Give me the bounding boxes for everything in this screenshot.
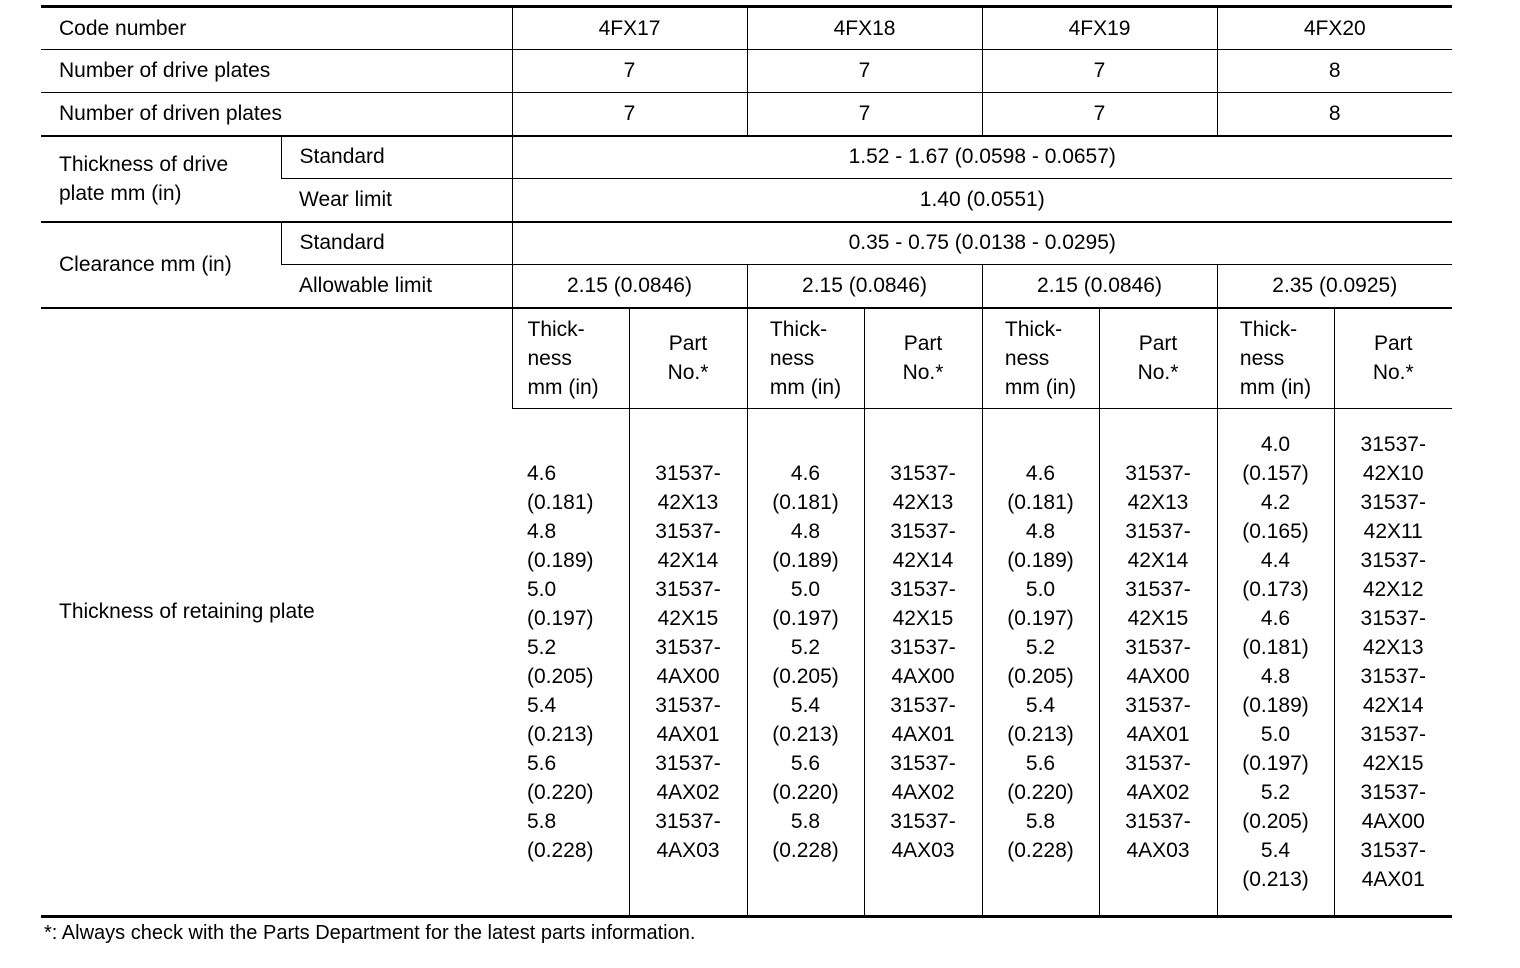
clearance-label: Clearance mm (in) — [41, 222, 281, 308]
thickness-header-line-stack — [748, 315, 864, 402]
part-number-stack — [865, 459, 982, 865]
part-number: 42X10 — [1362, 462, 1424, 485]
thickness-value: 4.8 — [1260, 665, 1291, 688]
part-number-stack — [1335, 430, 1453, 894]
part-number: 31537- — [1360, 549, 1426, 572]
allowable-limit-value: 2.15 (0.0846) — [512, 265, 747, 308]
driven-plates-row — [41, 93, 1452, 136]
thickness-value: 5.6 — [1025, 752, 1056, 775]
drive-plate-thickness-label-line2: plate mm (in) — [59, 181, 182, 205]
thickness-header-line: ness — [527, 346, 572, 370]
part-number-stack — [630, 459, 747, 865]
part-number: 31537- — [1125, 636, 1191, 659]
part-number-list — [629, 409, 747, 917]
thickness-header-line-stack — [983, 315, 1099, 402]
thickness-header — [512, 308, 629, 409]
part-number: 42X15 — [1362, 752, 1424, 775]
part-number: 31537- — [655, 636, 721, 659]
part-number: 42X14 — [1362, 694, 1424, 717]
thickness-value: 4.6 — [527, 462, 557, 485]
part-number: 42X12 — [1362, 578, 1424, 601]
thickness-value: (0.213) — [1007, 723, 1074, 746]
thickness-value: (0.213) — [772, 723, 839, 746]
thickness-list — [747, 409, 864, 917]
part-no-header — [1099, 308, 1217, 409]
thickness-value: (0.205) — [772, 665, 839, 688]
thickness-value: 4.6 — [1260, 607, 1291, 630]
part-header-line: Part — [1138, 332, 1178, 356]
part-number: 4AX00 — [1361, 810, 1425, 833]
thickness-value: (0.189) — [1007, 549, 1074, 572]
thickness-value: 5.0 — [790, 578, 821, 601]
thickness-value: (0.220) — [1007, 781, 1074, 804]
thickness-value: 4.8 — [1025, 520, 1056, 543]
drive-plate-thickness-label-line1: Thickness of drive — [59, 152, 229, 176]
thickness-value: 4.8 — [790, 520, 821, 543]
part-number: 31537- — [655, 520, 721, 543]
thickness-value: 5.4 — [527, 694, 557, 717]
code-4fx18: 4FX18 — [747, 7, 982, 50]
drive-plates-value: 7 — [747, 50, 982, 93]
thickness-value: (0.197) — [527, 607, 594, 630]
code-number-label: Code number — [41, 7, 512, 50]
thickness-value: (0.197) — [1007, 607, 1074, 630]
thickness-value: (0.189) — [527, 549, 594, 572]
part-number: 4AX01 — [1126, 723, 1190, 746]
thickness-value: 5.6 — [527, 752, 557, 775]
part-header-line-stack — [865, 329, 982, 387]
code-number-row — [41, 7, 1452, 50]
thickness-value-stack — [1218, 430, 1334, 894]
thickness-list — [982, 409, 1099, 917]
thickness-value: 5.2 — [527, 636, 557, 659]
thickness-header-line: Thick- — [1239, 317, 1298, 341]
part-number: 31537- — [1125, 752, 1191, 775]
thickness-value-stack — [983, 459, 1099, 865]
thickness-value: 5.8 — [527, 810, 557, 833]
drive-plates-row — [41, 50, 1452, 93]
part-number: 31537- — [890, 520, 956, 543]
thickness-value: (0.181) — [772, 491, 839, 514]
part-number: 4AX02 — [1126, 781, 1190, 804]
part-header-line-stack — [1335, 329, 1453, 387]
thickness-value: (0.205) — [527, 665, 594, 688]
part-number-list — [864, 409, 982, 917]
part-number: 42X13 — [892, 491, 954, 514]
drive-plate-standard-row — [41, 136, 1452, 179]
thickness-value: (0.220) — [527, 781, 594, 804]
footnote: *: Always check with the Parts Department for the latest parts information. — [44, 922, 696, 944]
thickness-value: 5.0 — [527, 578, 557, 601]
thickness-header — [747, 308, 864, 409]
driven-plates-value: 8 — [1217, 93, 1452, 136]
thickness-value: (0.228) — [1007, 839, 1074, 862]
part-number: 4AX01 — [656, 723, 720, 746]
thickness-header-line-stack — [513, 315, 629, 402]
thickness-value: 5.8 — [790, 810, 821, 833]
part-number: 4AX00 — [656, 665, 720, 688]
part-number: 4AX00 — [1126, 665, 1190, 688]
part-number: 31537- — [655, 694, 721, 717]
part-no-header — [1334, 308, 1452, 409]
part-number: 31537- — [1360, 839, 1426, 862]
drive-plate-thickness-label — [41, 136, 281, 222]
part-number: 4AX02 — [891, 781, 955, 804]
part-number: 31537- — [1360, 781, 1426, 804]
retaining-plate-label: Thickness of retaining plate — [41, 308, 512, 917]
wear-limit-label: Wear limit — [281, 179, 512, 222]
thickness-value: 5.6 — [790, 752, 821, 775]
allowable-limit-value: 2.35 (0.0925) — [1217, 265, 1452, 308]
thickness-value: (0.213) — [527, 723, 594, 746]
code-4fx19: 4FX19 — [982, 7, 1217, 50]
part-number-list — [1099, 409, 1217, 917]
thickness-header-line: Thick- — [527, 317, 585, 341]
thickness-value: 4.0 — [1260, 433, 1291, 456]
part-number: 31537- — [655, 578, 721, 601]
thickness-header-line: mm (in) — [1004, 375, 1077, 399]
part-number: 42X13 — [1362, 636, 1424, 659]
driven-plates-value: 7 — [512, 93, 747, 136]
retaining-plate-header-row — [41, 308, 1452, 409]
thickness-value: 5.0 — [1260, 723, 1291, 746]
part-number: 31537- — [890, 752, 956, 775]
thickness-header-line: ness — [769, 346, 815, 370]
part-number: 4AX00 — [891, 665, 955, 688]
thickness-value: 5.8 — [1025, 810, 1056, 833]
part-no-header — [864, 308, 982, 409]
drive-plates-label: Number of drive plates — [41, 50, 512, 93]
thickness-header-line-stack — [1218, 315, 1334, 402]
thickness-header-line: ness — [1239, 346, 1285, 370]
thickness-value: (0.157) — [1242, 462, 1309, 485]
part-header-line: Part — [903, 332, 943, 356]
driven-plates-value: 7 — [982, 93, 1217, 136]
part-header-line-stack — [1100, 329, 1217, 387]
thickness-value: (0.213) — [1242, 868, 1309, 891]
drive-plate-standard-label: Standard — [281, 136, 512, 179]
part-header-line: No.* — [902, 361, 944, 385]
part-number: 31537- — [1125, 520, 1191, 543]
thickness-value: (0.181) — [1007, 491, 1074, 514]
thickness-value: 4.6 — [790, 462, 821, 485]
thickness-value: 5.4 — [790, 694, 821, 717]
part-number: 4AX02 — [656, 781, 720, 804]
part-number: 42X13 — [657, 491, 719, 514]
part-number: 31537- — [890, 636, 956, 659]
part-number: 4AX03 — [656, 839, 720, 862]
thickness-value: (0.197) — [1242, 752, 1309, 775]
wear-limit-value: 1.40 (0.0551) — [512, 179, 1452, 222]
part-number: 31537- — [890, 462, 956, 485]
part-number: 42X11 — [1363, 520, 1423, 543]
code-4fx20: 4FX20 — [1217, 7, 1452, 50]
part-number: 31537- — [655, 462, 721, 485]
part-number: 31537- — [1125, 578, 1191, 601]
thickness-header — [1217, 308, 1334, 409]
part-number: 31537- — [655, 810, 721, 833]
part-number: 31537- — [1360, 491, 1426, 514]
thickness-value: 5.2 — [1025, 636, 1056, 659]
allowable-limit-value: 2.15 (0.0846) — [747, 265, 982, 308]
thickness-header-line: Thick- — [1004, 317, 1063, 341]
thickness-value: 4.8 — [527, 520, 557, 543]
part-number: 31537- — [1125, 462, 1191, 485]
part-header-line: No.* — [667, 361, 709, 385]
driven-plates-label: Number of driven plates — [41, 93, 512, 136]
thickness-header-line: mm (in) — [527, 375, 599, 399]
thickness-value: 5.4 — [1025, 694, 1056, 717]
code-4fx17: 4FX17 — [512, 7, 747, 50]
thickness-value: (0.197) — [772, 607, 839, 630]
part-number: 4AX01 — [1361, 868, 1425, 891]
thickness-list — [1217, 409, 1334, 917]
thickness-value: 4.6 — [1025, 462, 1056, 485]
thickness-value: 4.4 — [1260, 549, 1291, 572]
driven-plates-value: 7 — [747, 93, 982, 136]
thickness-value: (0.173) — [1242, 578, 1309, 601]
clearance-standard-value: 0.35 - 0.75 (0.0138 - 0.0295) — [512, 222, 1452, 265]
thickness-value: 5.4 — [1260, 839, 1291, 862]
thickness-value: (0.228) — [772, 839, 839, 862]
part-number: 31537- — [890, 694, 956, 717]
part-number-list — [1334, 409, 1452, 917]
thickness-list — [512, 409, 629, 917]
thickness-header — [982, 308, 1099, 409]
thickness-value: 4.2 — [1260, 491, 1291, 514]
allowable-limit-label: Allowable limit — [281, 265, 512, 308]
part-number: 42X14 — [657, 549, 719, 572]
thickness-value: (0.165) — [1242, 520, 1309, 543]
clearance-standard-row — [41, 222, 1452, 265]
thickness-value: 5.0 — [1025, 578, 1056, 601]
part-number: 31537- — [890, 578, 956, 601]
part-header-line: No.* — [1372, 361, 1414, 385]
part-number: 31537- — [1360, 665, 1426, 688]
drive-plates-value: 7 — [982, 50, 1217, 93]
part-header-line: Part — [1373, 332, 1413, 356]
clutch-spec-table — [41, 5, 1452, 918]
thickness-value-stack — [512, 459, 629, 865]
thickness-value: 5.2 — [790, 636, 821, 659]
thickness-value: 5.2 — [1260, 781, 1291, 804]
thickness-value: (0.205) — [1242, 810, 1309, 833]
part-number: 31537- — [890, 810, 956, 833]
thickness-value: (0.181) — [1242, 636, 1309, 659]
part-header-line: Part — [668, 332, 708, 356]
part-number: 31537- — [1360, 607, 1426, 630]
part-no-header — [629, 308, 747, 409]
part-number: 4AX03 — [1126, 839, 1190, 862]
drive-plates-value: 7 — [512, 50, 747, 93]
part-number: 42X14 — [892, 549, 954, 572]
part-number: 42X15 — [1127, 607, 1189, 630]
thickness-header-line: Thick- — [769, 317, 828, 341]
thickness-value: (0.228) — [527, 839, 594, 862]
part-number: 4AX03 — [891, 839, 955, 862]
part-number: 31537- — [1360, 433, 1426, 456]
thickness-header-line: ness — [1004, 346, 1050, 370]
clearance-standard-label: Standard — [281, 222, 512, 265]
thickness-header-line: mm (in) — [1239, 375, 1312, 399]
thickness-value: (0.220) — [772, 781, 839, 804]
thickness-value-stack — [748, 459, 864, 865]
part-number: 31537- — [655, 752, 721, 775]
part-number: 42X15 — [892, 607, 954, 630]
drive-plate-standard-value: 1.52 - 1.67 (0.0598 - 0.0657) — [512, 136, 1452, 179]
part-number: 42X15 — [657, 607, 719, 630]
part-number: 31537- — [1125, 694, 1191, 717]
drive-plates-value: 8 — [1217, 50, 1452, 93]
part-header-line-stack — [630, 329, 747, 387]
part-number: 42X13 — [1127, 491, 1189, 514]
thickness-value: (0.189) — [1242, 694, 1309, 717]
thickness-value: (0.189) — [772, 549, 839, 572]
part-number: 4AX01 — [891, 723, 955, 746]
thickness-header-line: mm (in) — [769, 375, 842, 399]
allowable-limit-value: 2.15 (0.0846) — [982, 265, 1217, 308]
part-number: 31537- — [1125, 810, 1191, 833]
part-header-line: No.* — [1137, 361, 1179, 385]
thickness-value: (0.181) — [527, 491, 594, 514]
part-number-stack — [1100, 459, 1217, 865]
part-number: 42X14 — [1127, 549, 1189, 572]
thickness-value: (0.205) — [1007, 665, 1074, 688]
part-number: 31537- — [1360, 723, 1426, 746]
